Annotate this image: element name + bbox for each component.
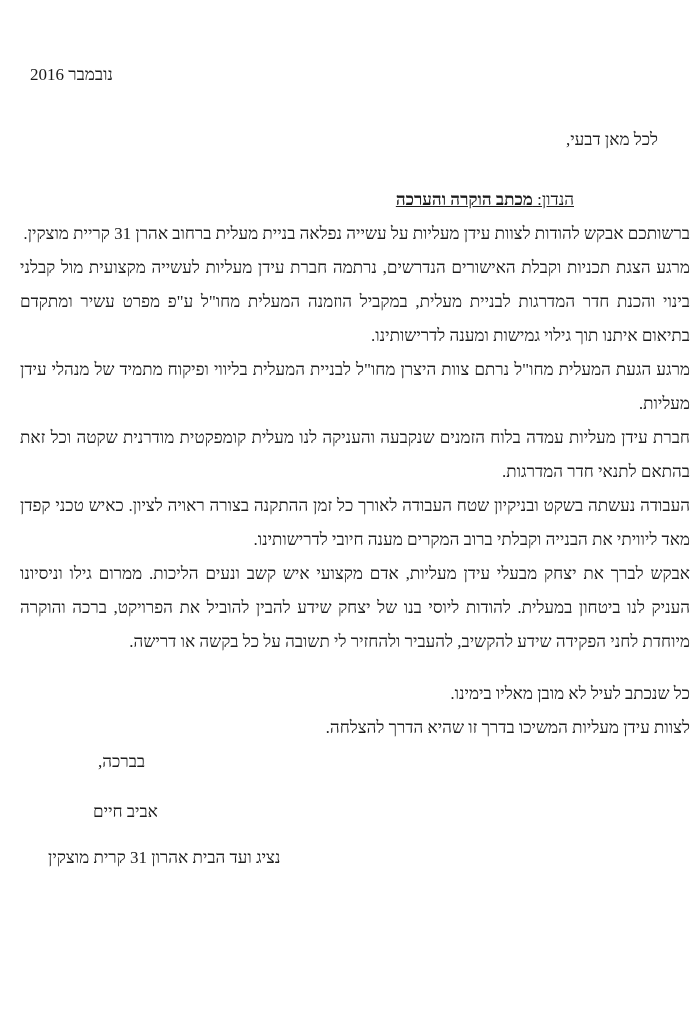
body-paragraph-5: העבודה נעשתה בשקט ובניקיון שטח העבודה לאורך כל זמן ההתקנה בצורה ראויה לציון. כאיש טכני קפדן מאד ליוויתי את הבנייה וקבלתי ברוב המקרים מענה חיובי לדרישותינו. (20, 496, 690, 549)
body-paragraph-1: ברשותכם אבקש להודות לצוות עידן מעליות על עשייה נפלאה בניית מעלית ברחוב אהרן 31 קריית מוצקין. (23, 224, 690, 243)
closing-block (20, 677, 690, 745)
subject-line (20, 183, 690, 217)
subject-label: הנדון: (532, 190, 574, 209)
date-line: נובמבר 2016 (30, 65, 113, 84)
signature-title: נציג ועד הבית אהרון 31 קרית מוצקין (48, 848, 281, 867)
body-paragraph-3: מרגע הגעת המעלית מחו"ל נרתם צוות היצרן מחו"ל לבניית המעלית בליווי ופיקוח מתמיד של מנהלי עידן מעליות. (20, 360, 690, 413)
body-paragraph-2: מרגע הצגת תכניות וקבלת האישורים הנדרשים, נרתמה חברת עידן מעליות לעשייה מקצועית מול קבלני בינוי והכנת חדר המדרגות לבניית מעלית, במקביל הוזמנה המעלית מחו"ל ע"פ מפרט עשיר ומתקדם בתיאום איתנו תוך גילוי גמישות ומענה לדרישותינו. (20, 258, 690, 345)
signature-name: אביב חיים (93, 802, 158, 821)
subject-title: מכתב הוקרה והערכה (395, 190, 533, 209)
body-paragraph-6: אבקש לברך את יצחק מבעלי עידן מעליות, אדם מקצועי איש קשב ונעים הליכות. ממרום גילו וניסיונו העניק לנו ביטחון במעלית. להודות ליוסי בנו של יצחק שידע להבין להוביל את הפרויקט, ברכה והוקרה מיוחדת לחני הפקידה שידע להקשיב, להעביר ולהחזיר לי תשובה על כל בקשה או דרישה. (20, 564, 690, 651)
closing-line-2: לצוות עידן מעליות המשיכו בדרך זו שהיא הדרך להצלחה. (325, 718, 690, 737)
signoff-line: בברכה, (98, 752, 146, 771)
recipient-line: לכל מאן דבעי, (565, 130, 658, 149)
body-paragraph-4: חברת עידן מעליות עמדה בלוח הזמנים שנקבעה והעניקה לנו מעלית קומפקטית מודרנית שקטה וכל זאת בהתאם לתנאי חדר המדרגות. (20, 428, 690, 481)
closing-line-1: כל שנכתב לעיל לא מובן מאליו בימינו. (450, 684, 690, 703)
